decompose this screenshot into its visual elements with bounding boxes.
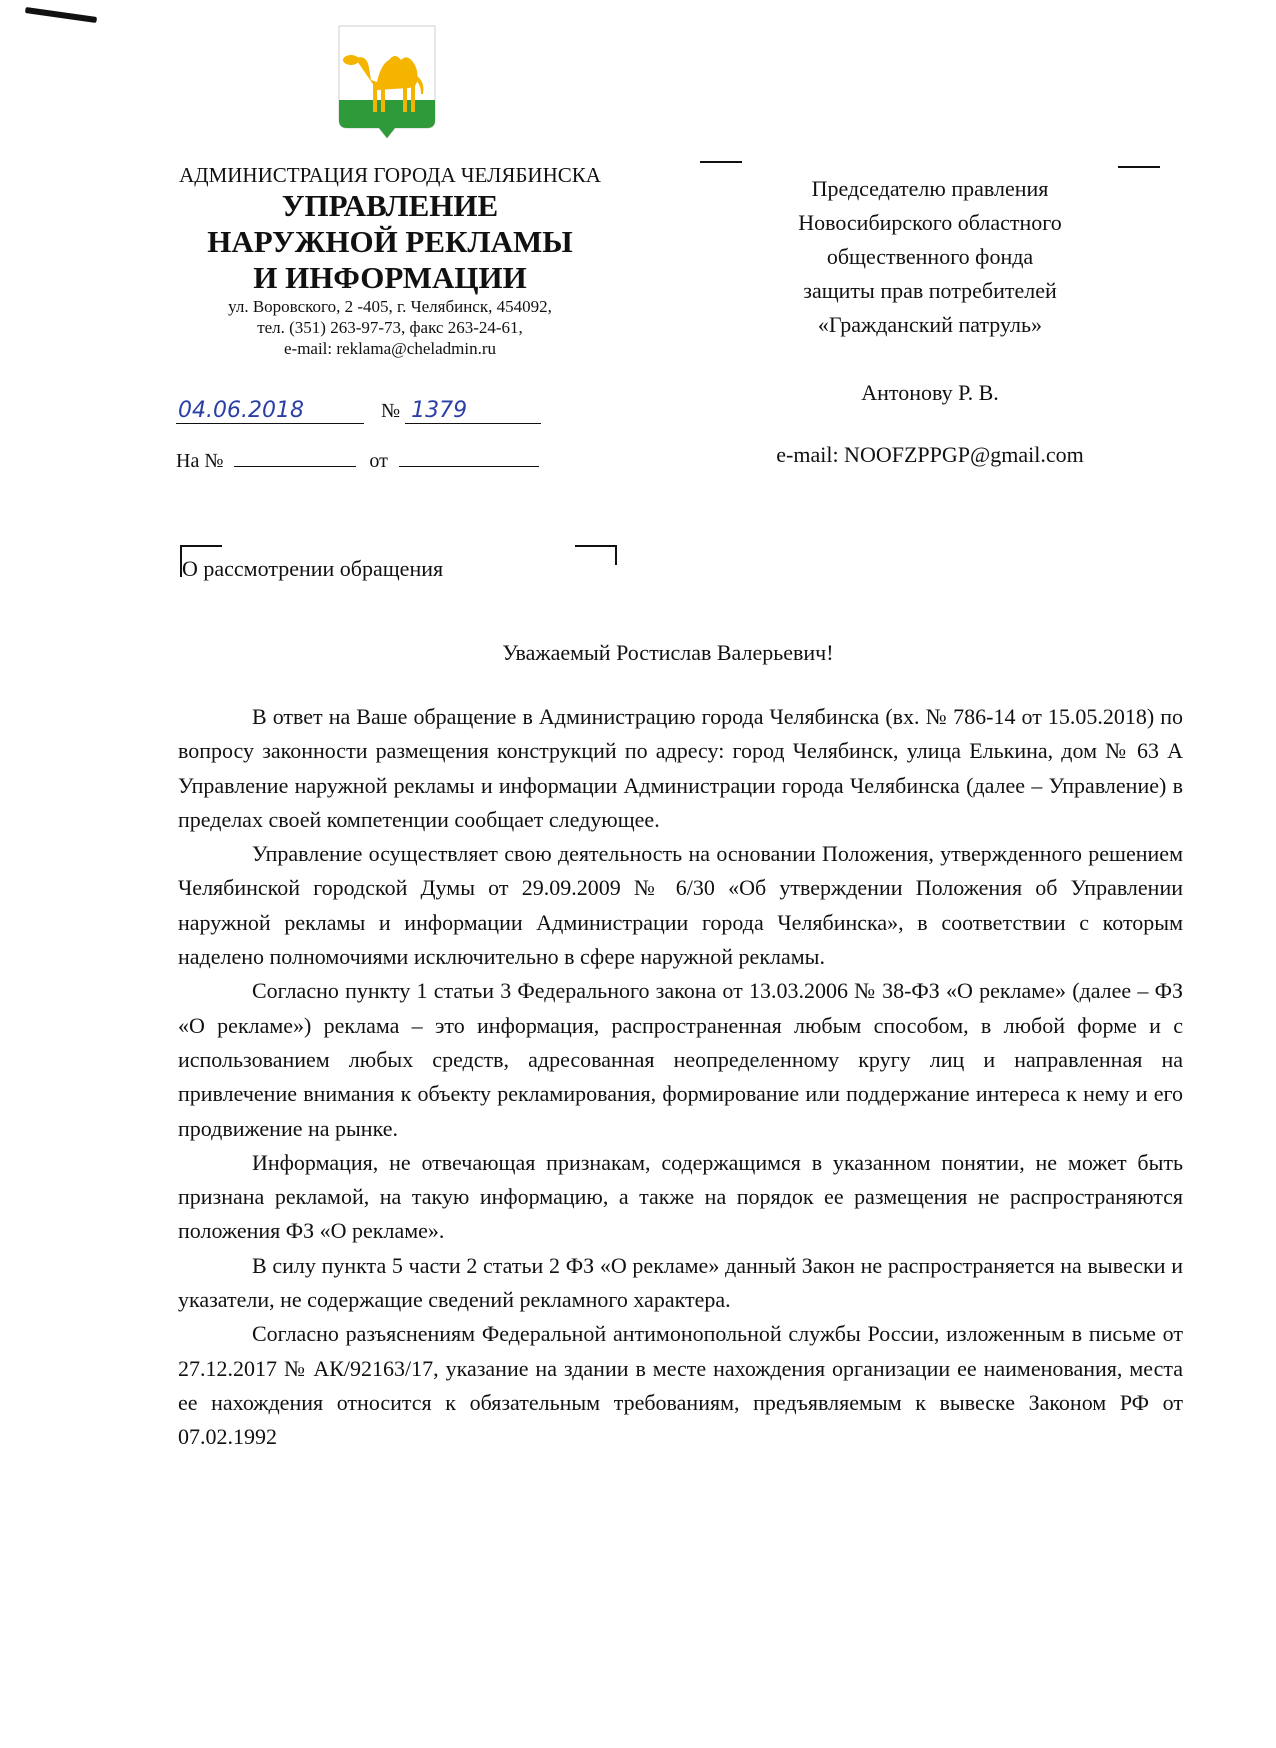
reply-number-label: На №: [176, 450, 224, 472]
letter-body: [178, 700, 1183, 1455]
recipient-bracket-right: [1118, 166, 1160, 168]
body-paragraph: Управление осуществляет свою деятельность на основании Положения, утвержденного решением Челябинской городской Думы от 29.09.2009 № 6/30 «Об утверждении Положения об Управлении наружной рекламы и информации Администрации города Челябинска», в соответствии с которым наделено полномочиями исключительно в сфере наружной рекламы.: [178, 841, 1183, 970]
reply-number-blank: [234, 448, 356, 467]
recipient-line-4: защиты прав потребителей: [803, 278, 1057, 303]
sender-email: e-mail: reklama@cheladmin.ru: [283, 339, 496, 358]
camel-emblem-icon: [337, 24, 437, 142]
reply-registration: [176, 448, 539, 473]
sender-department-line-2: НАРУЖНОЙ РЕКЛАМЫ: [207, 224, 573, 259]
sender-department-line-3: И ИНФОРМАЦИИ: [253, 260, 527, 295]
reply-date-blank: [399, 448, 539, 467]
recipient-email: e-mail: NOOFZPPGP@gmail.com: [776, 442, 1084, 467]
sender-phones: тел. (351) 263-97-73, факс 263-24-61,: [257, 318, 523, 337]
recipient-line-1: Председателю правления: [811, 176, 1049, 201]
number-label: №: [381, 400, 401, 422]
recipient-line-2: Новосибирского областного: [798, 210, 1062, 235]
coat-of-arms-emblem: [337, 24, 437, 142]
letter-greeting: Уважаемый Ростислав Валерьевич!: [502, 640, 834, 665]
body-paragraph: В силу пункта 5 части 2 статьи 2 ФЗ «О рекламе» данный Закон не распространяется на вывески и указатели, не содержащие сведений рекламного характера.: [178, 1252, 1183, 1313]
subject-bracket-right: [575, 545, 617, 565]
outgoing-date: 04.06.2018: [176, 398, 364, 424]
letter-subject: О рассмотрении обращения: [182, 556, 444, 581]
body-paragraph: В ответ на Ваше обращение в Администрацию города Челябинска (вх. № 786-14 от 15.05.2018) по вопросу законности размещения конструкций по адресу: город Челябинск, улица Елькина, дом № 63 А Управление наружной рекламы и информации Администрации города Челябинска (далее – Управление) в пределах своей компетенции сообщает следующее.: [178, 704, 1183, 832]
sender-address: ул. Воровского, 2 -405, г. Челябинск, 454092,: [228, 297, 552, 316]
scan-artifact-mark: [25, 7, 97, 23]
recipient-line-5: «Гражданский патруль»: [817, 312, 1043, 337]
body-paragraph: Информация, не отвечающая признакам, содержащимся в указанном понятии, не может быть признана рекламой, на такую информацию, а также на порядок ее размещения не распространяются положения ФЗ «О рекламе».: [178, 1149, 1183, 1244]
recipient-block: [700, 172, 1160, 472]
outgoing-registration: [176, 398, 541, 424]
recipient-bracket-left: [700, 161, 742, 163]
recipient-line-3: общественного фонда: [826, 244, 1034, 269]
body-paragraph: Согласно разъяснениям Федеральной антимонопольной службы России, изложенным в письме от 27.12.2017 № АК/92163/17, указание на здании в месте нахождения организации ее наименования, места ее нахождения относится к обязательным требованиям, предъявляемым к вывеске Законом РФ от 07.02.1992: [178, 1321, 1183, 1450]
body-paragraph: Согласно пункту 1 статьи 3 Федерального закона от 13.03.2006 № 38-ФЗ «О рекламе» (далее – ФЗ «О рекламе») реклама – это информация, распространенная любым способом, в любой форме и с использованием любых средств, адресованная неопределенному кругу лиц и направленная на привлечение внимания к объекту рекламирования, формирование или поддержание интереса к нему и его продвижение на рынке.: [178, 978, 1183, 1141]
sender-letterhead: [150, 162, 630, 359]
sender-department-line-1: УПРАВЛЕНИЕ: [281, 188, 499, 223]
reply-from-label: от: [369, 450, 388, 472]
sender-administration: АДМИНИСТРАЦИЯ ГОРОДА ЧЕЛЯБИНСКА: [179, 163, 601, 187]
recipient-name: Антонову Р. В.: [861, 380, 999, 405]
outgoing-number: 1379: [405, 398, 541, 424]
